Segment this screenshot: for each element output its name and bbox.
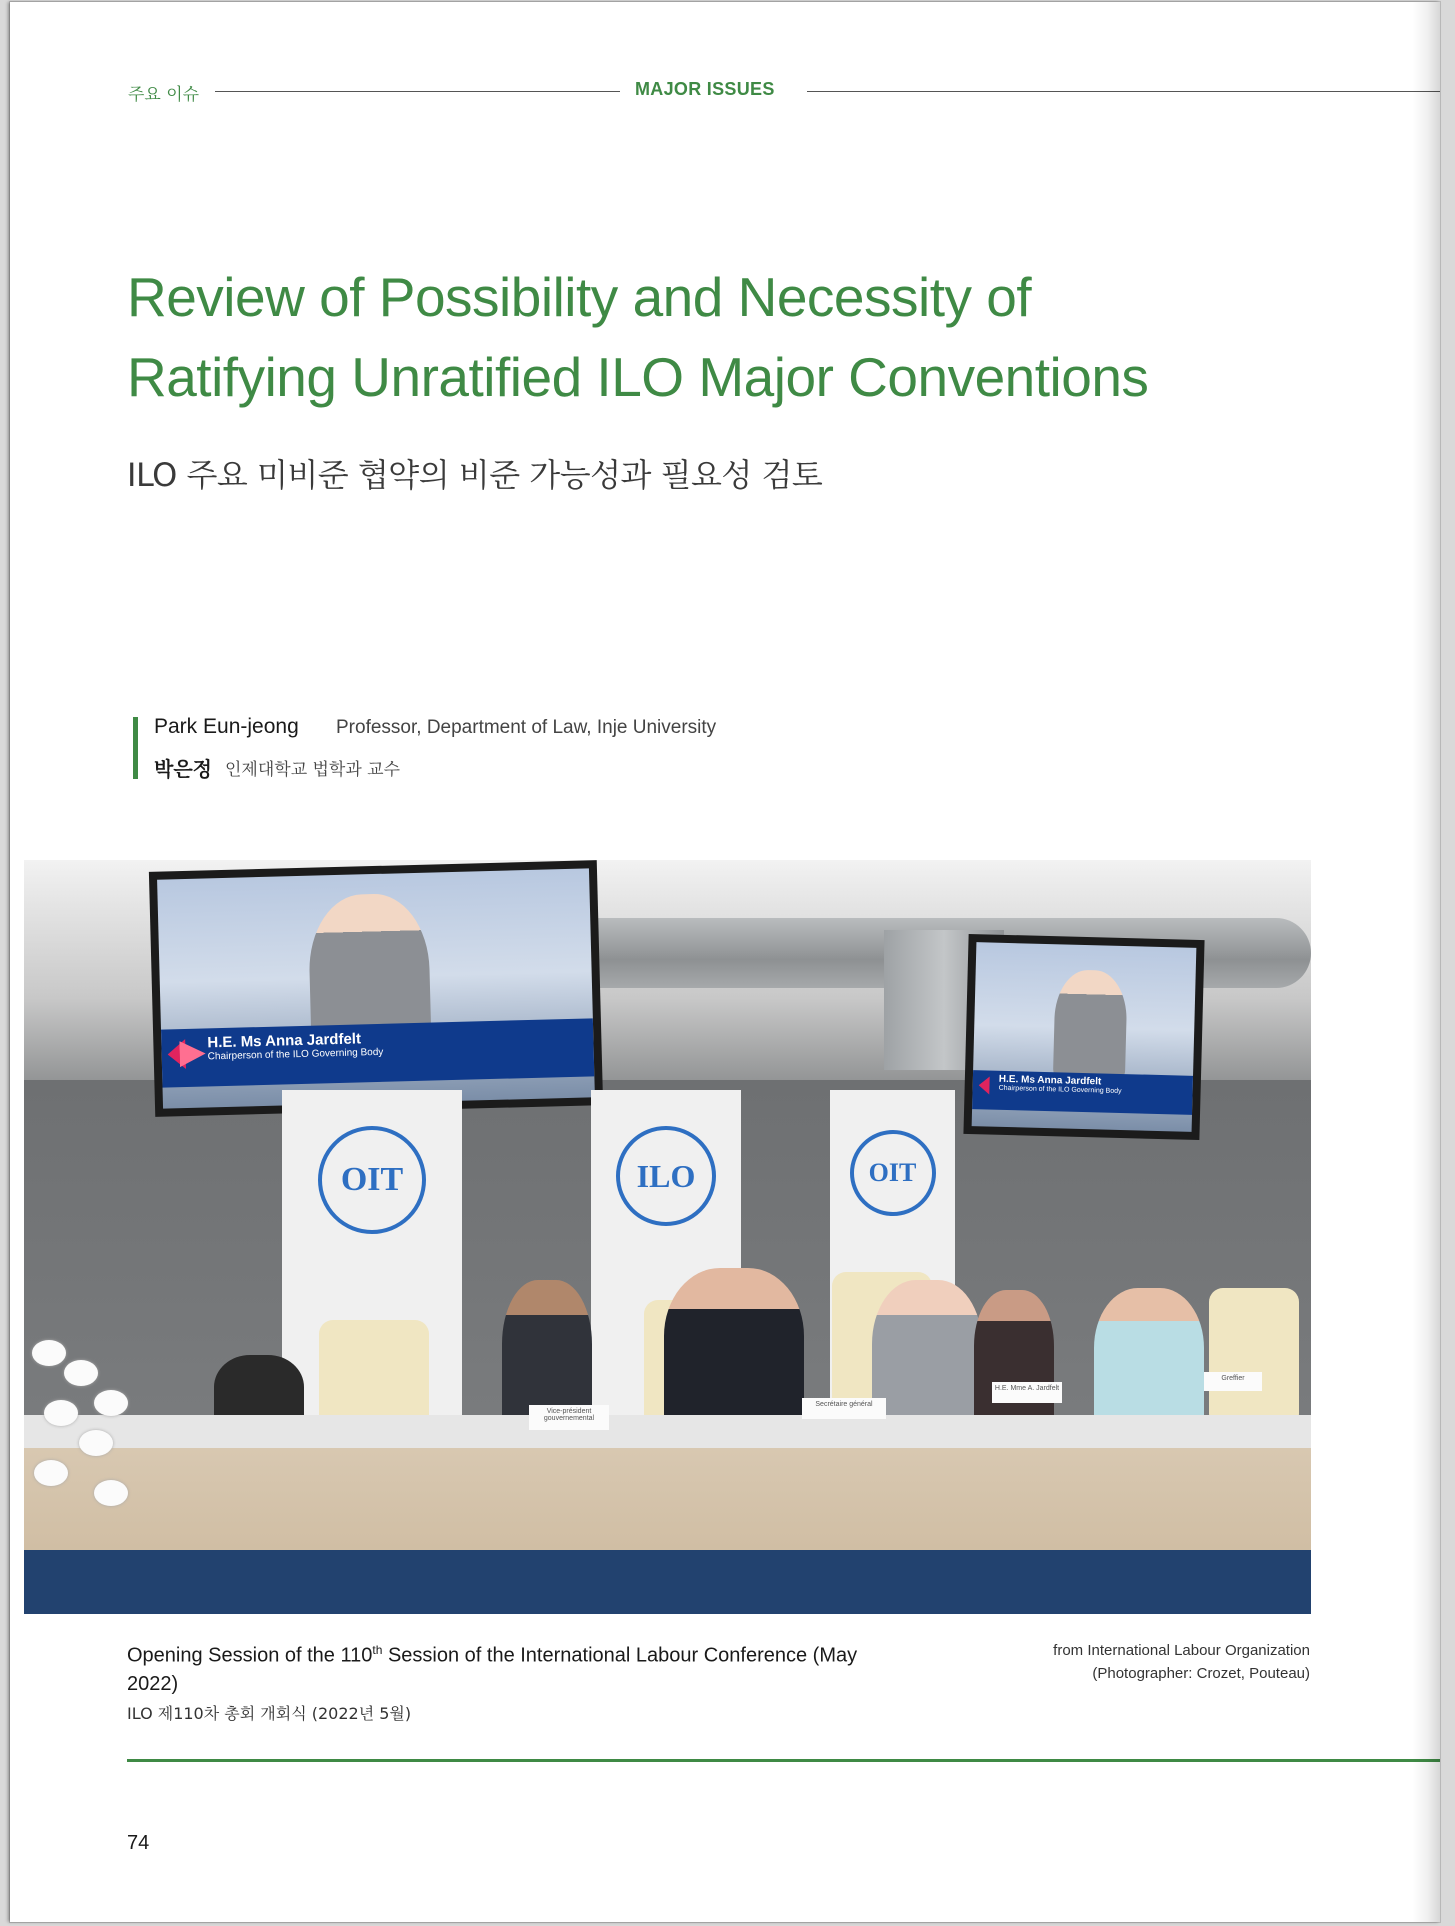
- caption-en-sup: th: [372, 1643, 383, 1657]
- author-affiliation-en: Professor, Department of Law, Inje University: [336, 717, 717, 738]
- article-title: [127, 257, 1277, 417]
- header-rule-right: [807, 91, 1440, 92]
- screen-lower-third-left: [161, 1018, 594, 1087]
- author-name-en: Park Eun-jeong: [154, 715, 299, 738]
- nameplate-2: Secrétaire général: [802, 1398, 886, 1419]
- caption-en-pre: Opening Session of the 110: [127, 1644, 373, 1667]
- author-affiliation-kr: 인제대학교 법학과 교수: [225, 760, 401, 780]
- screen-logo-right: [978, 1076, 996, 1094]
- oit-emblem-1: OIT: [318, 1126, 426, 1234]
- video-screen-right: [963, 934, 1204, 1140]
- screen-logo-left-accent: [179, 1040, 206, 1067]
- nameplate-3: H.E. Mme A. Jardfelt: [992, 1382, 1062, 1403]
- nameplate-1: Vice-président gouvernemental: [529, 1405, 609, 1430]
- screen-role-left: Chairperson of the ILO Governing Body: [207, 1046, 384, 1063]
- caption-en-post: Session of the International Labour Conference (May 2022): [127, 1644, 858, 1695]
- orchid-flowers: [24, 1330, 134, 1530]
- article-title-line1: Review of Possibility and Necessity of: [127, 266, 1032, 328]
- blue-carpet: [24, 1550, 1311, 1614]
- article-subtitle-kr: ILO 주요 미비준 협약의 비준 가능성과 필요성 검토: [127, 456, 823, 494]
- author-name-kr: 박은정: [154, 757, 212, 781]
- article-title-line2: Ratifying Unratified ILO Major Conventions: [127, 346, 1149, 408]
- page-curl-shadow: [1412, 2, 1440, 1922]
- delegate-2: [974, 1290, 1054, 1430]
- page-number: 74: [127, 1832, 150, 1854]
- section-label-kr: 주요 이슈: [128, 85, 200, 105]
- chair-4: [1209, 1288, 1299, 1428]
- photo-caption-en: [127, 1636, 907, 1698]
- screen-role-right: Chairperson of the ILO Governing Body: [998, 1084, 1122, 1096]
- photo-caption-kr: ILO 제110차 총회 개회식 (2022년 5월): [127, 1704, 412, 1723]
- photo-credit-line1: from International Labour Organization: [1053, 1642, 1310, 1659]
- ilo-emblem: ILO: [616, 1126, 716, 1226]
- header-rule-left: [215, 91, 620, 92]
- magazine-page: [10, 2, 1440, 1922]
- screen-speaker-right: [1053, 969, 1128, 1081]
- nameplate-4: Greffier: [1204, 1372, 1262, 1391]
- oit-emblem-2: OIT: [850, 1130, 936, 1216]
- video-screen-left: [149, 860, 603, 1117]
- photo-credit-line2: (Photographer: Crozet, Pouteau): [1092, 1665, 1310, 1682]
- author-accent-bar: [133, 717, 138, 779]
- footer-rule: [127, 1759, 1440, 1762]
- secretary-general: [664, 1268, 804, 1438]
- screen-name-left: H.E. Ms Anna Jardfelt: [207, 1030, 362, 1052]
- screen-name-right: H.E. Ms Anna Jardfelt: [998, 1073, 1102, 1088]
- photo-credit: [940, 1639, 1310, 1685]
- podium-top: [24, 1415, 1311, 1451]
- conference-photo: [24, 860, 1311, 1614]
- screen-lower-third-right: [972, 1070, 1193, 1115]
- section-label-en: MAJOR ISSUES: [635, 79, 775, 99]
